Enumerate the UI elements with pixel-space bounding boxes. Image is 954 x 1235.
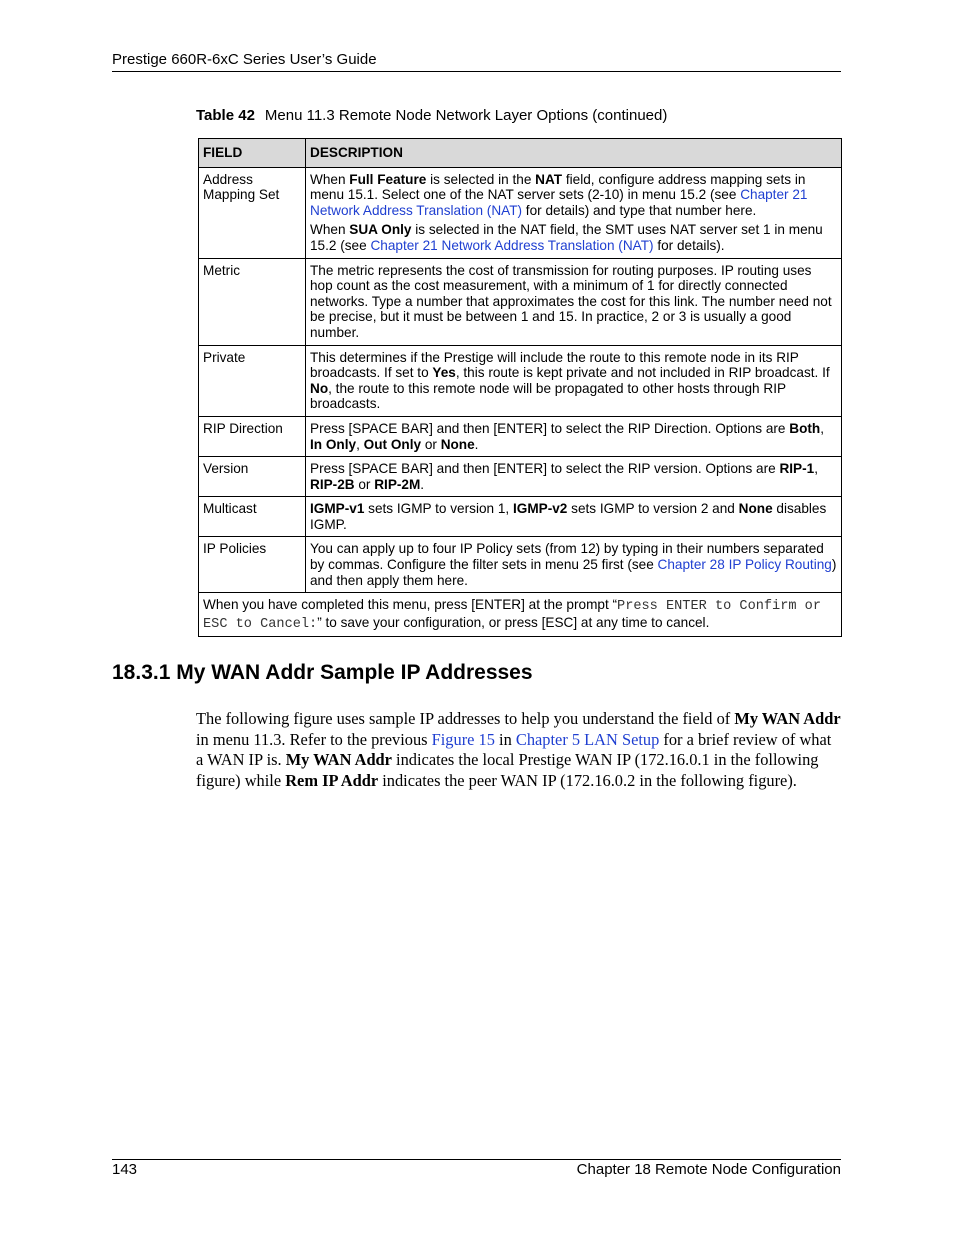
table-row [199,537,842,593]
field-cell: Metric [199,258,306,345]
bold-term: RIP-2M [374,476,421,492]
description-paragraph [310,172,837,219]
footer-chapter-title: Chapter 18 Remote Node Configuration [576,1161,841,1178]
text-run: or [421,436,441,452]
field-cell: RIP Direction [199,416,306,456]
bold-term: SUA Only [349,222,412,238]
text-run: for a brief review of what a WAN IP is. [196,729,832,770]
table-header-row [199,139,842,168]
table-row [199,497,842,537]
text-run: indicates the local Prestige WAN IP (172.16.0.1 in the following figure) while [196,750,819,790]
bold-term: Yes [432,365,456,381]
table-row [199,457,842,497]
text-run: , [814,461,818,477]
column-header-description: DESCRIPTION [306,139,842,168]
chapter-21-link[interactable]: Chapter 21 Network Address Translation (NAT) [310,187,808,218]
bold-term: Out Only [363,436,422,452]
body-paragraph [196,709,841,791]
running-header: Prestige 660R-6xC Series User’s Guide [112,51,377,68]
text-run: . [474,436,479,452]
table-row [199,416,842,456]
table-caption-text: Menu 11.3 Remote Node Network Layer Options (continued) [264,107,668,124]
page-number: 143 [112,1161,138,1178]
description-cell [306,537,842,593]
text-run: The following figure uses sample IP addresses to help you understand the field of [196,709,735,728]
text-run: When [310,222,350,238]
bold-term: Full Feature [349,171,427,187]
text-run: When [310,171,350,187]
network-layer-options-table [198,138,842,637]
bold-term: RIP-1 [779,461,815,477]
text-run: is selected in the [426,171,536,187]
table-caption-label: Table 42 [196,107,255,124]
description-cell [306,497,842,537]
chapter-28-link[interactable]: Chapter 28 IP Policy Routing [657,557,832,573]
bold-term: My WAN Addr [285,750,392,770]
description-cell [306,345,842,416]
table-caption [196,107,667,124]
text-run: Press [SPACE BAR] and then [ENTER] to select the RIP version. Options are [310,461,780,477]
text-run: disables IGMP. [310,501,827,532]
bold-term: In Only [310,436,357,452]
header-rule [112,71,841,72]
text-run: You can apply up to four IP Policy sets (from 12) by typing in their numbers separated by commas. Configure the filter sets in menu 25 first (see [310,541,824,573]
field-cell: Private [199,345,306,416]
text-run: , [820,420,824,436]
text-run: sets IGMP to version 2 and [567,501,739,517]
text-run: This determines if the Prestige will include the route to this remote node in its RIP broadcasts. If set to [310,349,799,381]
bold-term: My WAN Addr [734,709,841,728]
bold-term: RIP-2B [310,476,355,492]
description-cell [306,167,842,258]
text-run: , the route to this remote node will be propagated to other hosts through RIP broadcasts. [310,380,786,412]
text-run: . [420,476,425,492]
final-note-cell [199,593,842,637]
column-header-field: FIELD [199,139,306,168]
bold-term: IGMP-v2 [512,501,568,517]
text-run: sets IGMP to version 1, [364,501,513,517]
text-run: for details). [653,237,725,253]
footer-rule [112,1159,841,1160]
text-run: or [354,476,375,492]
text-run: Press [SPACE BAR] and then [ENTER] to select the RIP Direction. Options are [310,420,790,436]
prompt-text: Press ENTER to Confirm or ESC to Cancel: [203,599,821,632]
description-cell: The metric represents the cost of transmission for routing purposes. IP routing uses hop count as the cost measurement, with a minimum of 1 for directly connected networks. Type a number that approximates the cost for this link. The number need not be precise, but it must be between 1 and 15. In practice, 2 or 3 is usually a good number. [306,258,842,345]
bold-term: None [738,501,773,517]
bold-term: NAT [535,171,563,187]
text-run: , [356,436,364,452]
bold-term: Rem IP Addr [285,770,379,790]
text-run: in menu 11.3. Refer to the previous [196,729,432,749]
chapter-5-link[interactable]: Chapter 5 LAN Setup [515,729,660,749]
field-cell: Multicast [199,497,306,537]
text-run: for details) and type that number here. [522,202,757,218]
bold-term: Both [789,420,821,436]
text-run: indicates the peer WAN IP (172.16.0.2 in the following figure). [378,770,797,790]
field-cell: IP Policies [199,537,306,593]
text-run: , this route is kept private and not included in RIP broadcast. If [455,365,830,381]
chapter-21-link[interactable]: Chapter 21 Network Address Translation (NAT) [370,237,654,253]
table-final-row [199,593,842,637]
figure-15-link[interactable]: Figure 15 [431,729,495,749]
text-run: is selected in the NAT field, the SMT uses NAT server set 1 in menu 15.2 (see [310,222,823,253]
text-run: ” to save your configuration, or press [ESC] at any time to cancel. [317,614,710,630]
description-paragraph [310,222,837,253]
text-run: field, configure address mapping sets in menu 15.1. Select one of the NAT server sets (2-10) in menu 15.2 (see [310,171,806,203]
field-cell: Version [199,457,306,497]
table-row [199,167,842,258]
text-run: ) and then apply them here. [310,557,837,588]
description-cell [306,416,842,456]
table-row [199,258,842,345]
bold-term: None [440,436,475,452]
section-heading: 18.3.1 My WAN Addr Sample IP Addresses [112,661,533,684]
description-cell [306,457,842,497]
bold-term: No [310,380,329,396]
text-run: When you have completed this menu, press [ENTER] at the prompt “ [203,597,618,613]
text-run: in [494,729,516,749]
field-cell: Address Mapping Set [199,167,306,258]
table-row [199,345,842,416]
bold-term: IGMP-v1 [310,501,365,517]
